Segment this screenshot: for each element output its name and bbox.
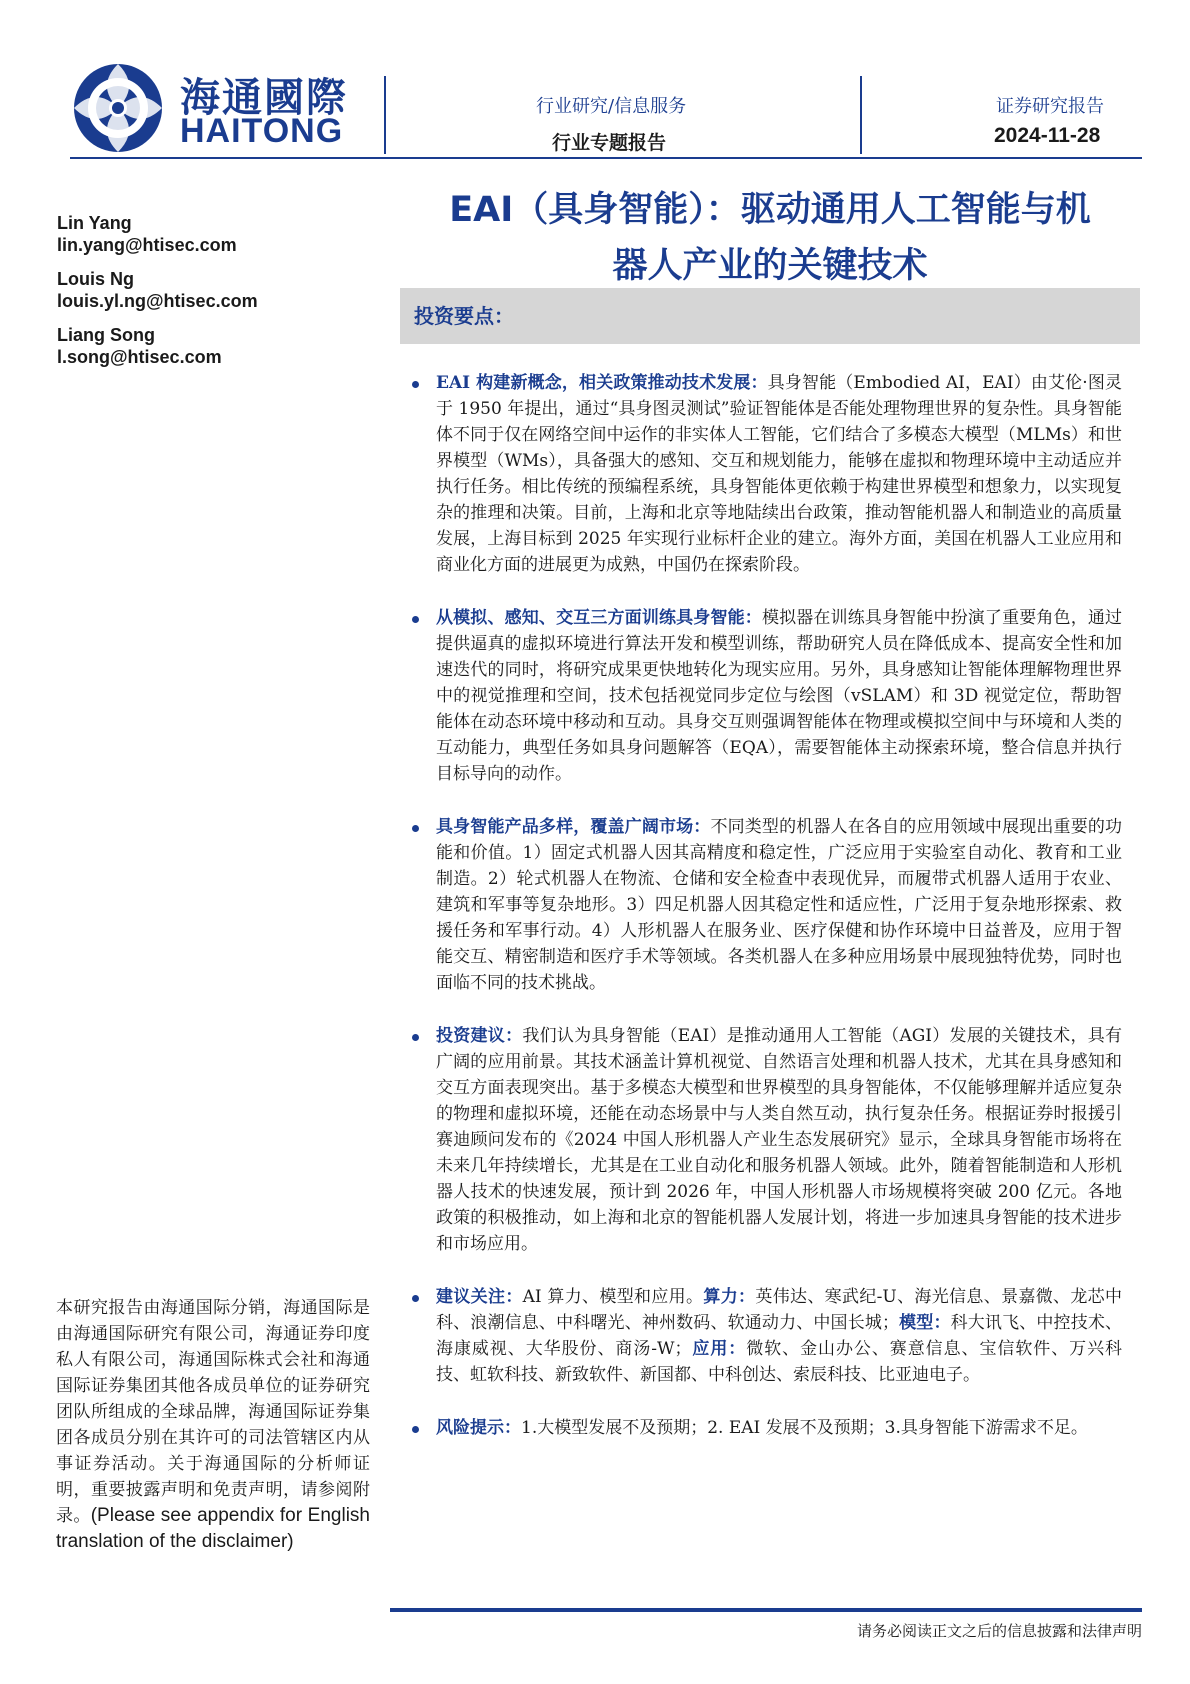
header-rule xyxy=(70,157,1142,159)
author-email[interactable]: louis.yl.ng@htisec.com xyxy=(57,291,258,311)
author-entry xyxy=(57,212,377,256)
model-label: 模型： xyxy=(899,1313,951,1333)
key-points-list xyxy=(410,370,1122,1468)
key-point-heading: EAI 构建新概念，相关政策推动技术发展： xyxy=(436,373,768,393)
logo-text-cn: 海通國際 xyxy=(180,75,348,121)
disclaimer xyxy=(56,1295,370,1555)
key-point-body: 1.大模型发展不及预期；2. EAI 发展不及预期；3.具身智能下游需求不足。 xyxy=(521,1418,1088,1438)
report-type: 行业专题报告 xyxy=(552,132,667,154)
application-stocks: 微软、金山办公、赛意信息、宝信软件、万兴科技、虹软科技、新致软件、新国都、中科创达、索辰科技、比亚迪电子。 xyxy=(436,1339,1123,1385)
bullet-dot-icon xyxy=(412,1034,419,1041)
compute-stocks: 英伟达、寒武纪-U、海光信息、景嘉微、龙芯中科、浪潮信息、中科曙光、神州数码、软通动力、中国长城； xyxy=(436,1287,1123,1333)
author-entry xyxy=(57,324,377,368)
header-divider xyxy=(860,76,862,154)
application-label: 应用： xyxy=(691,1339,747,1359)
author-entry xyxy=(57,268,377,312)
report-date: 2024-11-28 xyxy=(994,124,1101,147)
author-list xyxy=(57,212,377,380)
bullet-dot-icon xyxy=(412,1295,419,1302)
author-email[interactable]: lin.yang@htisec.com xyxy=(57,235,237,255)
key-point-heading: 风险提示： xyxy=(436,1418,521,1438)
haitong-logo xyxy=(70,60,360,160)
key-point-heading: 建议关注： xyxy=(436,1287,523,1307)
key-point xyxy=(410,1415,1122,1441)
key-points-header xyxy=(400,288,1140,344)
key-point-body: 具身智能（Embodied AI，EAI）由艾伦·图灵于 1950 年提出，通过“具身图灵测试”验证智能体是否能处理物理世界的复杂性。具身智能体不同于仅在网络空间中运作的非实体人工智能，它们结合了多模态大模型（MLMs）和世界模型（WMs），具备强大的感知、交互和规划能力，能够在虚拟和物理环境中主动适应并执行任务。相比传统的预编程系统，具身智能体更依赖于构建世界模型和想象力，以实现复杂的推理和决策。目前，上海和北京等地陆续出台政策，推动智能机器人和制造业的高质量发展，上海目标到 2025 年实现行业标杆企业的建立。海外方面，美国在机器人工业应用和商业化方面的进展更为成熟，中国仍在探索阶段。 xyxy=(436,373,1122,575)
document-type: 证券研究报告 xyxy=(996,96,1104,117)
bullet-dot-icon xyxy=(412,1426,419,1433)
key-point-heading: 具身智能产品多样，覆盖广阔市场： xyxy=(436,817,711,837)
key-point-body: 不同类型的机器人在各自的应用领域中展现出重要的功能和价值。1）固定式机器人因其高精度和稳定性，广泛应用于实验室自动化、教育和工业制造。2）轮式机器人在物流、仓储和安全检查中表现优异，而履带式机器人适用于农业、建筑和军事等复杂地形。3）四足机器人因其稳定性和适应性，广泛用于复杂地形探索、救援任务和军事行动。4）人形机器人在服务业、医疗保健和协作环境中日益普及，应用于智能交互、精密制造和医疗手术等领域。各类机器人在多种应用场景中展现独特优势，同时也面临不同的技术挑战。 xyxy=(436,817,1123,993)
key-point-heading: 从模拟、感知、交互三方面训练具身智能： xyxy=(436,608,762,628)
bullet-dot-icon xyxy=(412,616,419,623)
key-point xyxy=(410,814,1122,996)
author-email[interactable]: l.song@htisec.com xyxy=(57,347,222,367)
key-point xyxy=(410,370,1122,578)
logo-text-en: HAITONG xyxy=(180,112,344,150)
key-point-body: 我们认为具身智能（EAI）是推动通用人工智能（AGI）发展的关键技术，具有广阔的应用前景。其技术涵盖计算机视觉、自然语言处理和机器人技术，尤其在具身感知和交互方面表现突出。基于多模态大模型和世界模型的具身智能体，不仅能够理解并适应复杂的物理和虚拟环境，还能在动态场景中与人类自然互动，执行复杂任务。根据证券时报援引赛迪顾问发布的《2024 中国人形机器人产业生态发展研究》显示，全球具身智能市场将在未来几年持续增长，尤其是在工业自动化和服务机器人领域。此外，随着智能制造和人形机器人技术的快速发展，预计到 2026 年，中国人形机器人市场规模将突破 200 亿元。各地政策的积极推动，如上海和北京的智能机器人发展计划，将进一步加速具身智能的技术进步和市场应用。 xyxy=(436,1026,1122,1254)
bullet-dot-icon xyxy=(412,825,419,832)
key-point-body: 模拟器在训练具身智能中扮演了重要角色，通过提供逼真的虚拟环境进行算法开发和模型训练，帮助研究人员在降低成本、提高安全性和加速迭代的同时，将研究成果更快地转化为现实应用。另外，具身感知让智能体理解物理世界中的视觉推理和空间，技术包括视觉同步定位与绘图（vSLAM）和 3D 视觉定位，帮助智能体在动态环境中移动和互动。具身交互则强调智能体在物理或模拟空间中与环境和人类的互动能力，典型任务如具身问题解答（EQA），需要智能体主动探索环境，整合信息并执行目标导向的动作。 xyxy=(436,608,1123,784)
footer-rule xyxy=(390,1608,1142,1612)
model-stocks: 科大讯飞、中控技术、海康威视、大华股份、商汤-W； xyxy=(436,1313,1123,1359)
footer-notice: 请务必阅读正文之后的信息披露和法律声明 xyxy=(856,1622,1142,1640)
header-divider xyxy=(384,76,386,154)
key-point-body: AI 算力、模型和应用。 xyxy=(522,1287,704,1307)
compute-label: 算力： xyxy=(703,1287,756,1307)
report-title xyxy=(400,182,1140,294)
report-category: 行业研究/信息服务 xyxy=(536,96,687,117)
title-line-2: 器人产业的关键技术 xyxy=(612,246,928,286)
author-name: Liang Song xyxy=(57,325,155,345)
key-point xyxy=(410,1023,1122,1257)
key-point-heading: 投资建议： xyxy=(436,1026,523,1046)
title-line-1: EAI（具身智能）：驱动通用人工智能与机 xyxy=(449,190,1091,230)
key-point xyxy=(410,1284,1122,1388)
bullet-dot-icon xyxy=(412,381,419,388)
key-points-label: 投资要点： xyxy=(414,304,514,328)
disclaimer-en: (Please see appendix for English translation of the disclaimer) xyxy=(56,1505,370,1552)
disclaimer-cn: 本研究报告由海通国际分销，海通国际是由海通国际研究有限公司，海通证券印度私人有限公司，海通国际株式会社和海通国际证券集团其他各成员单位的证券研究团队所组成的全球品牌，海通国际证券集团各成员分别在其许可的司法管辖区内从事证券活动。关于海通国际的分析师证明，重要披露声明和免责声明，请参阅附录。 xyxy=(56,1298,370,1526)
key-point xyxy=(410,605,1122,787)
haitong-emblem-icon xyxy=(70,60,166,156)
author-name: Louis Ng xyxy=(57,269,134,289)
author-name: Lin Yang xyxy=(57,213,132,233)
